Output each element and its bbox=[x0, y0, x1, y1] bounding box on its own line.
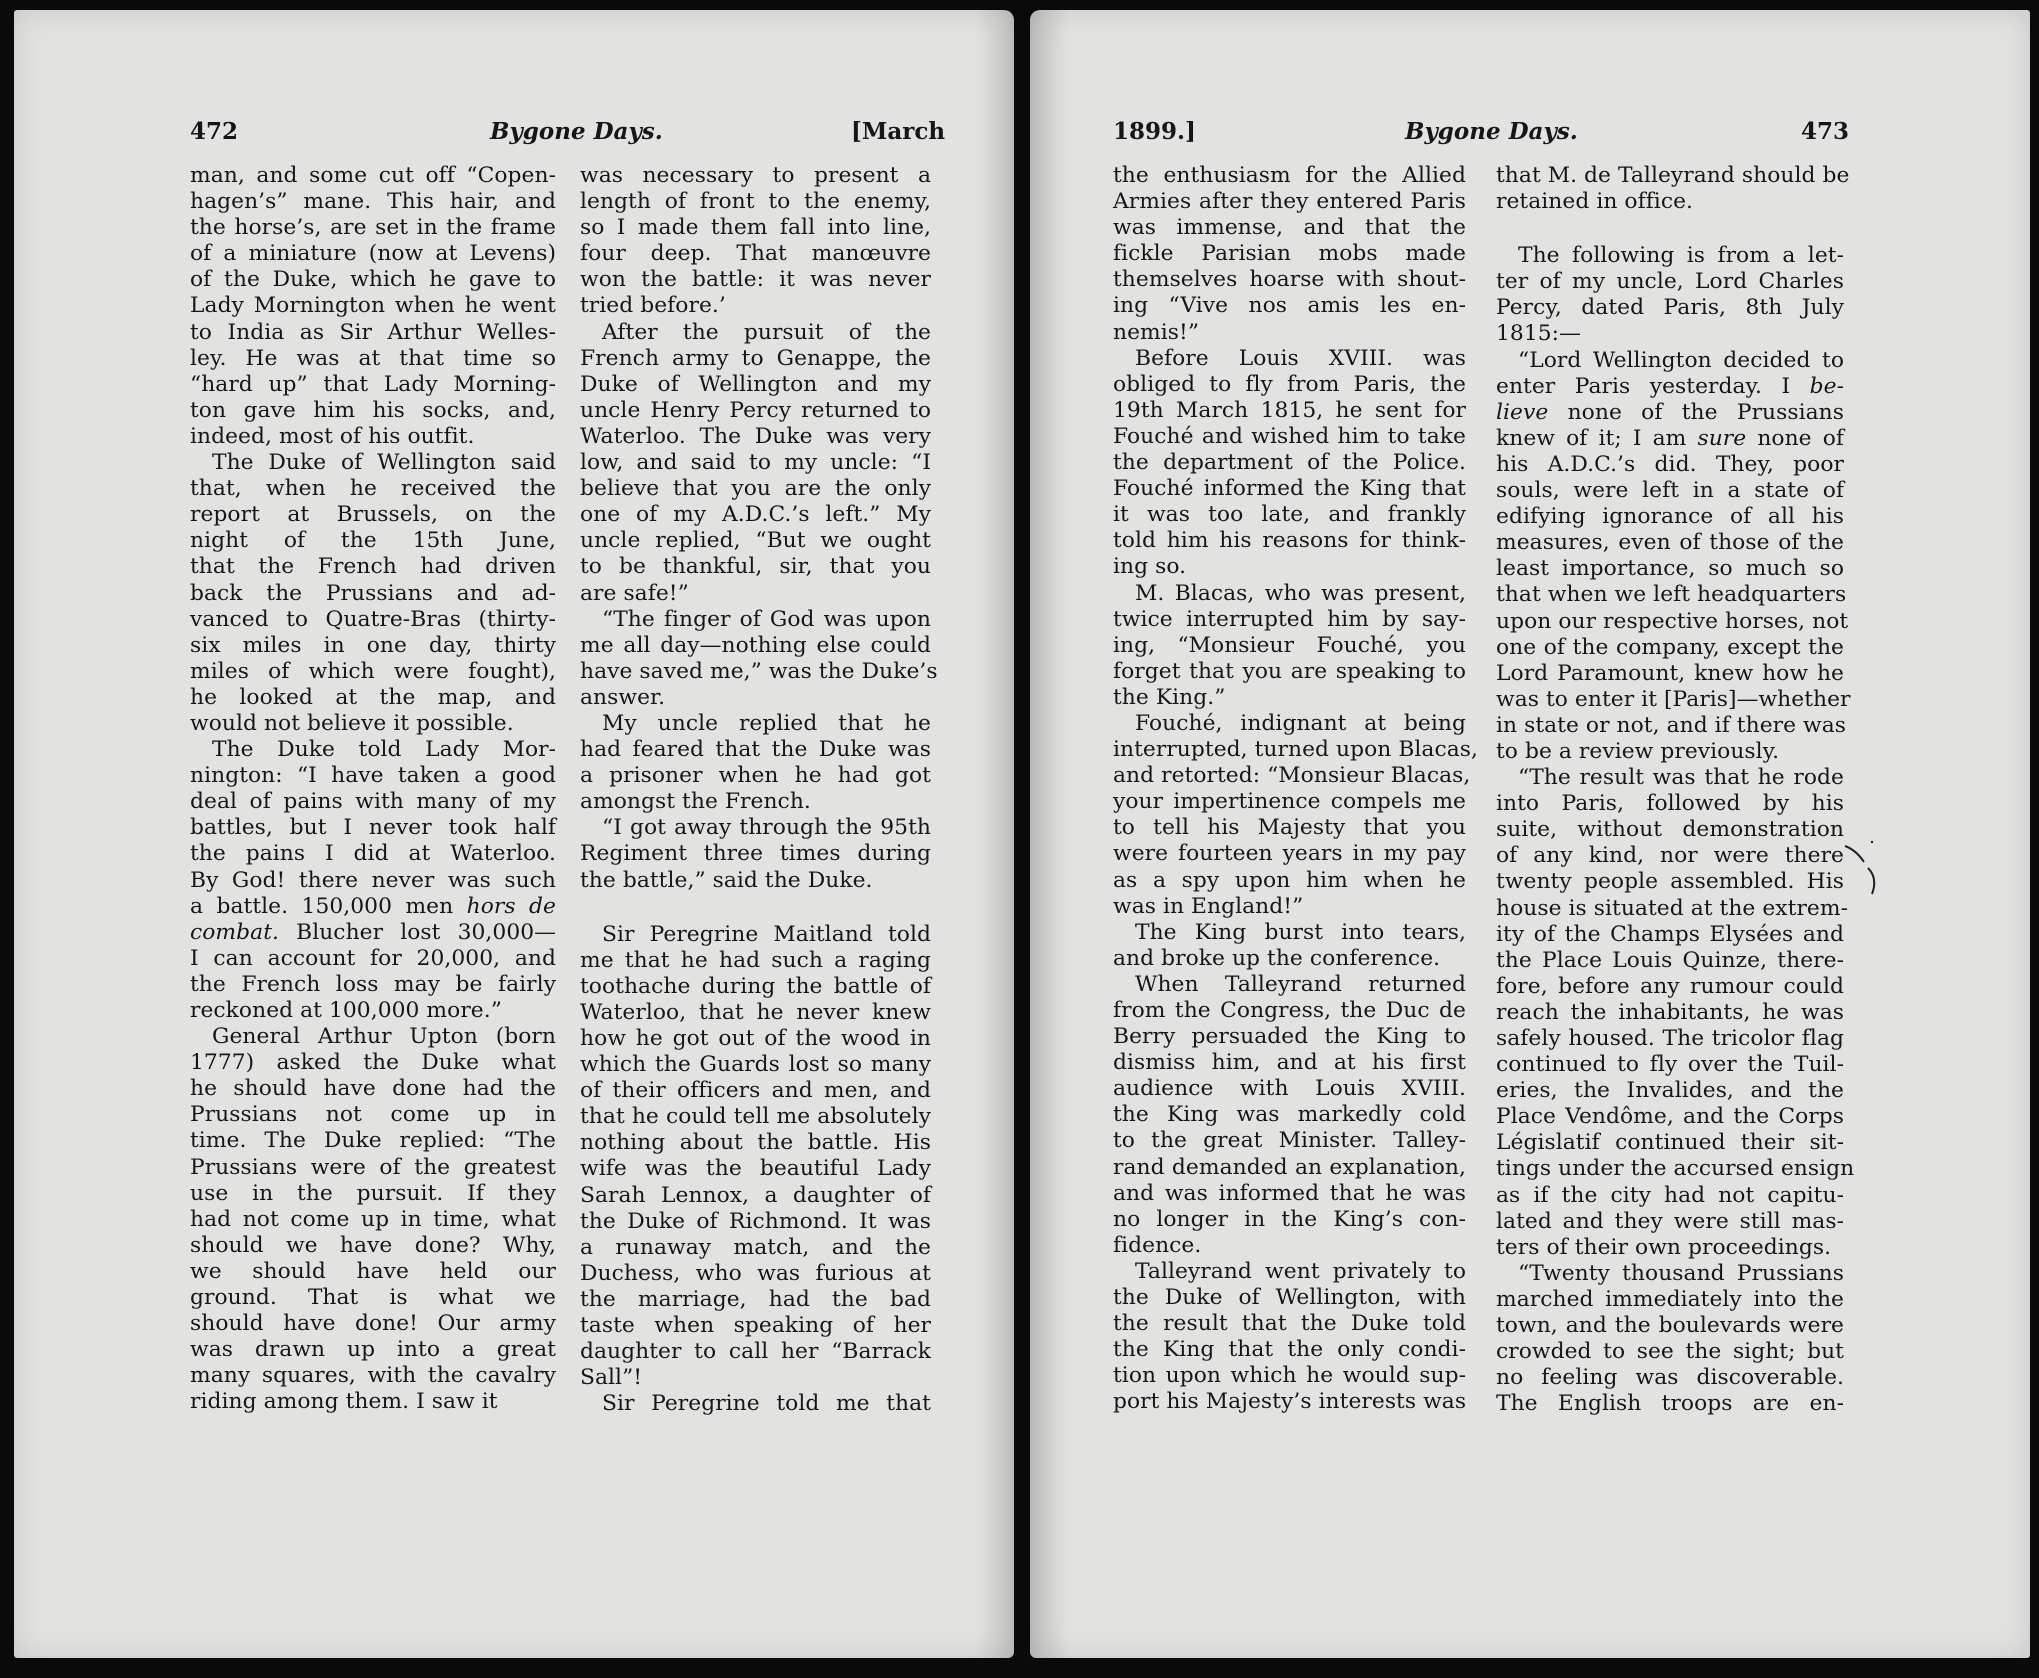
text-line: interrupted, turned upon Blacas, bbox=[1113, 737, 1478, 763]
text-line: Armies after they entered Paris bbox=[1113, 189, 1466, 215]
text-line: believe that you are the only bbox=[580, 476, 931, 502]
text-line: The King burst into tears, bbox=[1135, 919, 1466, 945]
text-line: one of the company, except the bbox=[1496, 634, 1844, 660]
text-line: forget that you are speaking to bbox=[1113, 658, 1466, 684]
text-line: man, and some cut off “Copen- bbox=[190, 163, 556, 188]
text-line: to be thankful, sir, that you bbox=[580, 554, 931, 580]
text-line: town, and the boulevards were bbox=[1496, 1313, 1844, 1339]
text-line: nothing about the battle. His bbox=[580, 1130, 931, 1156]
text-line: marched immediately into the bbox=[1496, 1286, 1844, 1312]
text-line: low, and said to my uncle: “I bbox=[580, 450, 931, 476]
text-line: uncle Henry Percy returned to bbox=[580, 397, 931, 423]
text-line: After the pursuit of the bbox=[602, 319, 931, 345]
text-line: was immense, and that the bbox=[1113, 215, 1466, 241]
text-line: Waterloo. The Duke was very bbox=[580, 423, 931, 449]
text-line: me all day—nothing else could bbox=[580, 632, 931, 658]
text-line: Fouché informed the King that bbox=[1113, 476, 1466, 502]
text-line: Fouché, indignant at being bbox=[1135, 710, 1466, 736]
text-line: eries, the Invalides, and the bbox=[1496, 1078, 1844, 1104]
text-line: souls, were left in a state of bbox=[1496, 478, 1844, 504]
text-line: Sir Peregrine Maitland told bbox=[602, 921, 931, 947]
text-line: to be a review previously. bbox=[1496, 738, 1780, 764]
text-line: 1815:— bbox=[1496, 321, 1581, 347]
text-line: were fourteen years in my pay bbox=[1113, 841, 1466, 867]
text-line: how he got out of the wood in bbox=[580, 1026, 931, 1051]
italic-phrase: lieve bbox=[1496, 399, 1568, 425]
text-line: the marriage, had the bad bbox=[580, 1286, 931, 1312]
text-line: measures, even of those of the bbox=[1496, 530, 1844, 556]
left-running-title: Bygone Days. bbox=[490, 118, 663, 145]
text-line: the Duke of Wellington, with bbox=[1113, 1285, 1466, 1311]
text-line: Berry persuaded the King to bbox=[1113, 1024, 1466, 1050]
text-line: enter Paris yesterday. I be- bbox=[1496, 373, 1844, 399]
text-line: Prussians not come up in bbox=[190, 1102, 556, 1128]
text-line: themselves hoarse with shout- bbox=[1113, 267, 1466, 293]
text-line: taste when speaking of her bbox=[580, 1313, 931, 1339]
italic-phrase: combat. bbox=[190, 919, 279, 945]
text-line: deal of pains with many of my bbox=[190, 789, 556, 815]
text-line: have saved me,” was the Duke’s bbox=[580, 658, 938, 684]
right-page-column-1 bbox=[1113, 163, 1478, 1416]
text-line: My uncle replied that he bbox=[602, 710, 931, 736]
text-line: wife was the beautiful Lady bbox=[580, 1156, 931, 1182]
text-line: he should have done had the bbox=[190, 1076, 556, 1102]
text-line: edifying ignorance of all his bbox=[1496, 504, 1844, 530]
gutter-shadow bbox=[974, 10, 1014, 1658]
text-line: of the Duke, which he gave to bbox=[190, 267, 556, 293]
text-line: your impertinence compels me bbox=[1113, 789, 1466, 815]
text-line: in state or not, and if there was bbox=[1496, 712, 1847, 738]
text-line: twice interrupted him by say- bbox=[1113, 606, 1466, 632]
text-line: we should have held our bbox=[190, 1258, 556, 1284]
text-line: use in the pursuit. If they bbox=[190, 1180, 556, 1206]
text-line: daughter to call her “Barrack bbox=[580, 1339, 931, 1365]
text-line: 1777) asked the Duke what bbox=[190, 1050, 556, 1076]
text-line: toothache during the battle of bbox=[580, 973, 931, 999]
text-line: the horse’s, are set in the frame bbox=[190, 215, 556, 241]
text-line: to tell his Majesty that you bbox=[1113, 815, 1466, 841]
text-line: ters of their own proceedings. bbox=[1496, 1234, 1832, 1260]
text-line: into Paris, followed by his bbox=[1496, 791, 1844, 817]
text-line: the King that the only condi- bbox=[1113, 1337, 1466, 1363]
text-line: “hard up” that Lady Morning- bbox=[190, 371, 556, 397]
text-line: Sir Peregrine told me that bbox=[602, 1391, 931, 1417]
text-line: back the Prussians and ad- bbox=[190, 580, 556, 606]
text-line: six miles in one day, thirty bbox=[190, 632, 556, 658]
text-line: from the Congress, the Duc de bbox=[1113, 998, 1466, 1023]
text-line: ing, “Monsieur Fouché, you bbox=[1113, 632, 1466, 658]
text-line: the French loss may be fairly bbox=[190, 971, 556, 997]
text-line: was to enter it [Paris]—whether bbox=[1496, 686, 1851, 712]
text-line: told him his reasons for think- bbox=[1113, 528, 1466, 554]
text-line: to India as Sir Arthur Welles- bbox=[190, 319, 556, 345]
text-line: that, when he received the bbox=[190, 476, 556, 502]
left-page-column-1 bbox=[190, 163, 556, 1416]
text-line: was drawn up into a great bbox=[190, 1337, 556, 1363]
left-page-column-2 bbox=[580, 163, 938, 1417]
text-line: tion upon which he would sup- bbox=[1113, 1363, 1466, 1389]
italic-phrase: sure bbox=[1686, 425, 1747, 451]
text-line: Sall”! bbox=[580, 1365, 643, 1391]
text-line: Talleyrand went privately to bbox=[1135, 1258, 1466, 1284]
text-line: least importance, so much so bbox=[1496, 556, 1844, 582]
text-line: as a spy upon him when he bbox=[1113, 867, 1466, 893]
text-line: and broke up the conference. bbox=[1113, 945, 1441, 971]
text-line: his A.D.C.’s did. They, poor bbox=[1496, 451, 1844, 477]
text-line: was necessary to present a bbox=[580, 163, 931, 188]
text-line: that he could tell me absolutely bbox=[580, 1104, 931, 1130]
text-line: M. Blacas, who was present, bbox=[1135, 580, 1466, 606]
text-line: lated and they were still mas- bbox=[1496, 1208, 1844, 1234]
text-line: knew of it; I am sure none of bbox=[1496, 425, 1845, 451]
text-line: “I got away through the 95th bbox=[602, 815, 931, 841]
text-line: Fouché and wished him to take bbox=[1113, 423, 1466, 449]
text-line: answer. bbox=[580, 684, 666, 710]
right-running-title: Bygone Days. bbox=[1405, 118, 1578, 145]
text-line: audience with Louis XVIII. bbox=[1113, 1076, 1466, 1102]
text-line: should have done! Our army bbox=[190, 1311, 556, 1337]
text-line: ground. That is what we bbox=[190, 1285, 556, 1311]
text-line: no longer in the King’s con- bbox=[1113, 1206, 1466, 1232]
text-line: of their officers and men, and bbox=[580, 1078, 931, 1104]
text-line: nington: “I have taken a good bbox=[190, 763, 556, 789]
text-line: upon our respective horses, not bbox=[1496, 608, 1849, 634]
text-line: Regiment three times during bbox=[580, 841, 931, 867]
text-line: fickle Parisian mobs made bbox=[1113, 241, 1466, 267]
text-line: Législatif continued their sit- bbox=[1496, 1130, 1844, 1156]
text-line: the Place Louis Quinze, there- bbox=[1496, 947, 1844, 973]
pen-margin-mark bbox=[1842, 838, 1882, 898]
text-line: reckoned at 100,000 more.” bbox=[190, 998, 502, 1023]
right-running-header bbox=[0, 108, 2039, 148]
text-line: Sarah Lennox, a daughter of bbox=[580, 1182, 931, 1208]
text-line: Before Louis XVIII. was bbox=[1135, 345, 1466, 371]
text-line: Waterloo, that he never knew bbox=[580, 999, 931, 1025]
text-line: had feared that the Duke was bbox=[580, 737, 931, 763]
text-line: four deep. That manœuvre bbox=[580, 241, 931, 267]
text-line: twenty people assembled. His bbox=[1496, 869, 1844, 895]
text-line: that M. de Talleyrand should be bbox=[1496, 163, 1850, 188]
text-line: Percy, dated Paris, 8th July bbox=[1496, 295, 1844, 321]
text-line: the King.” bbox=[1113, 684, 1226, 710]
text-line: continued to fly over the Tuil- bbox=[1496, 1052, 1844, 1078]
text-line: are safe!” bbox=[580, 580, 689, 606]
left-running-month: [March bbox=[851, 118, 946, 145]
right-page-number: 473 bbox=[1801, 118, 1850, 145]
text-line: which the Guards lost so many bbox=[580, 1052, 931, 1078]
text-line: 19th March 1815, he sent for bbox=[1113, 397, 1466, 423]
text-line: combat. Blucher lost 30,000— bbox=[190, 919, 556, 945]
text-line: length of front to the enemy, bbox=[580, 189, 931, 215]
text-line: General Arthur Upton (born bbox=[212, 1024, 556, 1050]
text-line: tried before.’ bbox=[580, 293, 726, 319]
text-line: Duchess, who was furious at bbox=[580, 1260, 931, 1286]
text-line: vanced to Quatre-Bras (thirty- bbox=[190, 606, 556, 632]
text-line: of any kind, nor were there bbox=[1496, 843, 1844, 869]
text-line: Place Vendôme, and the Corps bbox=[1496, 1104, 1844, 1130]
text-line: Lord Paramount, knew how he bbox=[1496, 660, 1844, 686]
text-line: as if the city had not capitu- bbox=[1496, 1182, 1844, 1208]
text-line bbox=[1496, 215, 1844, 243]
italic-phrase: hors de bbox=[453, 893, 556, 919]
text-line: The following is from a let- bbox=[1518, 243, 1844, 269]
text-line: French army to Genappe, the bbox=[580, 345, 931, 371]
text-line: lieve none of the Prussians bbox=[1496, 399, 1844, 425]
text-line: When Talleyrand returned bbox=[1135, 971, 1466, 997]
text-line: uncle replied, “But we ought bbox=[580, 528, 931, 554]
text-line: port his Majesty’s interests was bbox=[1113, 1389, 1467, 1415]
text-line: indeed, most of his outfit. bbox=[190, 423, 475, 449]
text-line: reach the inhabitants, he was bbox=[1496, 999, 1844, 1025]
text-line: safely housed. The tricolor flag bbox=[1496, 1026, 1844, 1051]
text-line: nemis!” bbox=[1113, 319, 1200, 345]
text-line: Prussians were of the greatest bbox=[190, 1154, 556, 1180]
right-running-year: 1899.] bbox=[1113, 118, 1196, 145]
text-line: “The finger of God was upon bbox=[602, 606, 931, 632]
text-line: ley. He was at that time so bbox=[190, 345, 556, 371]
text-line: many squares, with the cavalry bbox=[190, 1363, 556, 1389]
text-line: no feeling was discoverable. bbox=[1496, 1365, 1844, 1391]
text-line: The English troops are en- bbox=[1496, 1391, 1844, 1417]
text-line: obliged to fly from Paris, the bbox=[1113, 371, 1466, 397]
text-line: night of the 15th June, bbox=[190, 528, 556, 554]
text-line: so I made them fall into line, bbox=[580, 215, 931, 241]
text-line: tings under the accursed ensign bbox=[1496, 1156, 1855, 1182]
text-line: retained in office. bbox=[1496, 189, 1694, 215]
italic-phrase: be- bbox=[1790, 373, 1844, 399]
text-line: fidence. bbox=[1113, 1232, 1202, 1258]
text-line: the battle,” said the Duke. bbox=[580, 867, 873, 893]
text-line: a battle. 150,000 men hors de bbox=[190, 893, 556, 919]
text-line: it was too late, and frankly bbox=[1113, 502, 1466, 528]
text-line: “The result was that he rode bbox=[1518, 765, 1844, 791]
text-line: By God! there never was such bbox=[190, 867, 556, 893]
text-line: suite, without demonstration bbox=[1496, 817, 1844, 843]
text-line: hagen’s” mane. This hair, and bbox=[190, 189, 556, 215]
text-line: The Duke of Wellington said bbox=[212, 450, 556, 476]
text-line: The Duke told Lady Mor- bbox=[212, 737, 556, 763]
text-line: the King was markedly cold bbox=[1113, 1102, 1466, 1128]
text-line: house is situated at the extrem- bbox=[1496, 895, 1848, 921]
text-line: fore, before any rumour could bbox=[1496, 973, 1844, 999]
text-line: Duke of Wellington and my bbox=[580, 371, 931, 397]
text-line: “Twenty thousand Prussians bbox=[1518, 1260, 1844, 1286]
text-line: I can account for 20,000, and bbox=[190, 945, 556, 971]
right-page-column-2 bbox=[1496, 163, 1855, 1417]
text-line: ter of my uncle, Lord Charles bbox=[1496, 269, 1844, 295]
text-line: a prisoner when he had got bbox=[580, 763, 931, 789]
text-line: a runaway match, and the bbox=[580, 1234, 931, 1260]
text-line: amongst the French. bbox=[580, 789, 811, 815]
text-line: should we have done? Why, bbox=[190, 1232, 556, 1258]
gutter-shadow bbox=[1030, 10, 1070, 1658]
text-line: that when we left headquarters bbox=[1496, 582, 1847, 608]
text-line: had not come up in time, what bbox=[190, 1206, 556, 1232]
text-line: “Lord Wellington decided to bbox=[1518, 347, 1844, 373]
text-line: the department of the Police. bbox=[1113, 450, 1466, 476]
text-line: he looked at the map, and bbox=[190, 684, 556, 710]
text-line: was in England!” bbox=[1113, 893, 1304, 919]
text-line: riding among them. I saw it bbox=[190, 1389, 498, 1415]
text-line: won the battle: it was never bbox=[580, 267, 931, 293]
text-line: and retorted: “Monsieur Blacas, bbox=[1113, 763, 1471, 789]
text-line: dismiss him, and at his first bbox=[1113, 1050, 1466, 1076]
left-page-number: 472 bbox=[190, 118, 239, 145]
text-line: the pains I did at Waterloo. bbox=[190, 841, 556, 867]
text-line: and was informed that he was bbox=[1113, 1180, 1466, 1206]
text-line: report at Brussels, on the bbox=[190, 502, 556, 528]
text-line: ton gave him his socks, and, bbox=[190, 397, 556, 423]
text-line: the enthusiasm for the Allied bbox=[1113, 163, 1466, 188]
text-line: to the great Minister. Talley- bbox=[1113, 1128, 1466, 1154]
text-line: ing “Vive nos amis les en- bbox=[1113, 293, 1466, 319]
text-line: one of my A.D.C.’s left.” My bbox=[580, 502, 931, 528]
text-line: me that he had such a raging bbox=[580, 947, 931, 973]
text-line: Lady Mornington when he went bbox=[190, 293, 556, 319]
text-line: ing so. bbox=[1113, 554, 1187, 580]
text-line: the Duke of Richmond. It was bbox=[580, 1208, 931, 1234]
text-line: the result that the Duke told bbox=[1113, 1311, 1466, 1337]
text-line bbox=[580, 894, 931, 922]
text-line: would not believe it possible. bbox=[190, 710, 514, 736]
text-line: battles, but I never took half bbox=[190, 815, 556, 841]
text-line: of a miniature (now at Levens) bbox=[190, 241, 556, 267]
text-line: ity of the Champs Elysées and bbox=[1496, 921, 1844, 947]
text-line: crowded to see the sight; but bbox=[1496, 1339, 1844, 1365]
text-line: time. The Duke replied: “The bbox=[190, 1128, 556, 1154]
text-line: that the French had driven bbox=[190, 554, 556, 580]
text-line: miles of which were fought), bbox=[190, 658, 556, 684]
text-line: rand demanded an explanation, bbox=[1113, 1154, 1466, 1180]
